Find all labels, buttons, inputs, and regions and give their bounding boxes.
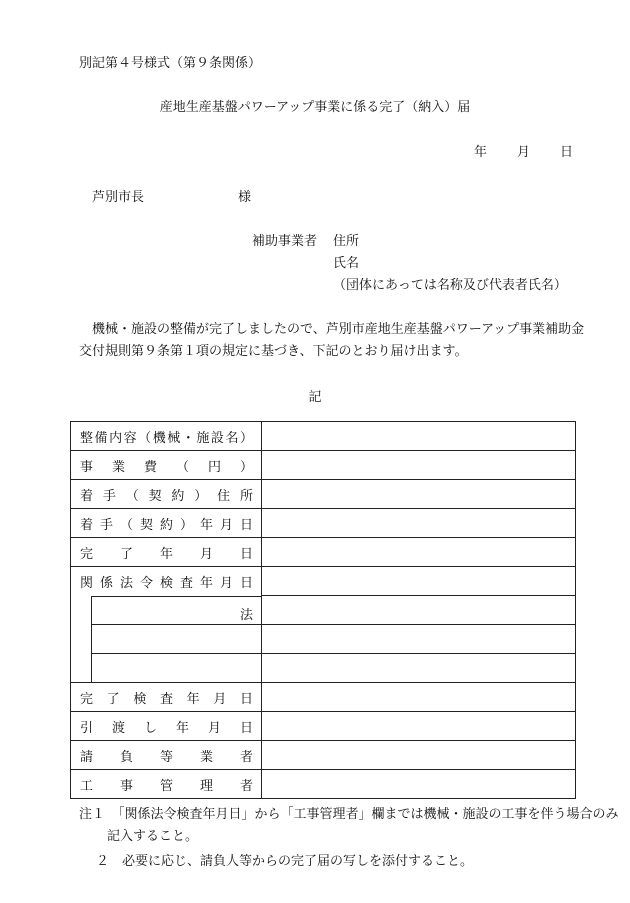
applicant-address-label: 住所 (333, 234, 360, 249)
table-row (71, 567, 576, 596)
law-label: 法 (239, 607, 253, 623)
note-2: ２ 必要に応じ、請負人等からの完了届の写しを添付すること。 (96, 854, 474, 869)
sub-row-label-cell (71, 654, 262, 683)
record-table (70, 421, 576, 799)
form-label: 別記第４号様式（第９条関係） (79, 56, 262, 71)
date-year: 年 (474, 145, 488, 160)
note-1: 注１ 「関係法令検査年月日」から「工事管理者」欄までは機械・施設の工事を伴う場合のみ記入すること。 (79, 807, 619, 844)
addressee-name: 芦別市長 (92, 190, 145, 205)
row-label: 整備内容（機械・施設名） (71, 422, 262, 451)
applicant-name-label: 氏名 (333, 256, 360, 271)
applicant-label: 補助事業者 (252, 234, 318, 249)
row-label: 完了検査年月日 (71, 683, 262, 712)
row-label: 関係法令検査年月日 (71, 567, 262, 596)
document-title: 産地生産基盤パワーアップ事業に係る完了（納入）届 (159, 100, 471, 115)
table-sub-row (71, 596, 576, 625)
row-label: 引渡し年月日 (71, 712, 262, 741)
table-row (71, 712, 576, 741)
table-row (71, 422, 576, 451)
table-row (71, 770, 576, 799)
date-day: 日 (560, 145, 574, 160)
table-sub-row (71, 625, 576, 654)
row-value-cell[interactable] (262, 451, 576, 480)
applicant-group-note: （団体にあっては名称及び代表者氏名） (333, 278, 567, 293)
row-label: 着手（契約）住所 (71, 480, 262, 509)
row-value-cell[interactable] (262, 596, 576, 625)
sub-row-label-cell (71, 596, 262, 625)
row-value-cell[interactable] (262, 538, 576, 567)
row-value-cell[interactable] (262, 741, 576, 770)
sub-row-label-cell (71, 625, 262, 654)
row-value-cell[interactable] (262, 625, 576, 654)
date-line (474, 141, 573, 160)
table-row (71, 509, 576, 538)
row-label: 着手（契約）年月日 (71, 509, 262, 538)
row-label: 請負等業者 (71, 741, 262, 770)
ki-heading: 記 (308, 390, 322, 405)
row-value-cell[interactable] (262, 567, 576, 596)
table-sub-row (71, 654, 576, 683)
row-value-cell[interactable] (262, 770, 576, 799)
table-row (71, 683, 576, 712)
row-value-cell[interactable] (262, 422, 576, 451)
row-value-cell[interactable] (262, 683, 576, 712)
table-row (71, 451, 576, 480)
row-label: 完了年月日 (71, 538, 262, 567)
row-value-cell[interactable] (262, 480, 576, 509)
addressee-honorific: 様 (238, 190, 252, 205)
date-month: 月 (517, 145, 531, 160)
row-value-cell[interactable] (262, 509, 576, 538)
table-row (71, 480, 576, 509)
row-label: 工事管理者 (71, 770, 262, 799)
body-text: 機械・施設の整備が完了しましたので、芦別市産地生産基盤パワーアップ事業補助金交付規則第９条第１項の規定に基づき、下記のとおり届け出ます。 (79, 322, 585, 359)
row-value-cell[interactable] (262, 712, 576, 741)
table-row (71, 741, 576, 770)
row-value-cell[interactable] (262, 654, 576, 683)
table-row (71, 538, 576, 567)
row-label: 事業費（円） (71, 451, 262, 480)
